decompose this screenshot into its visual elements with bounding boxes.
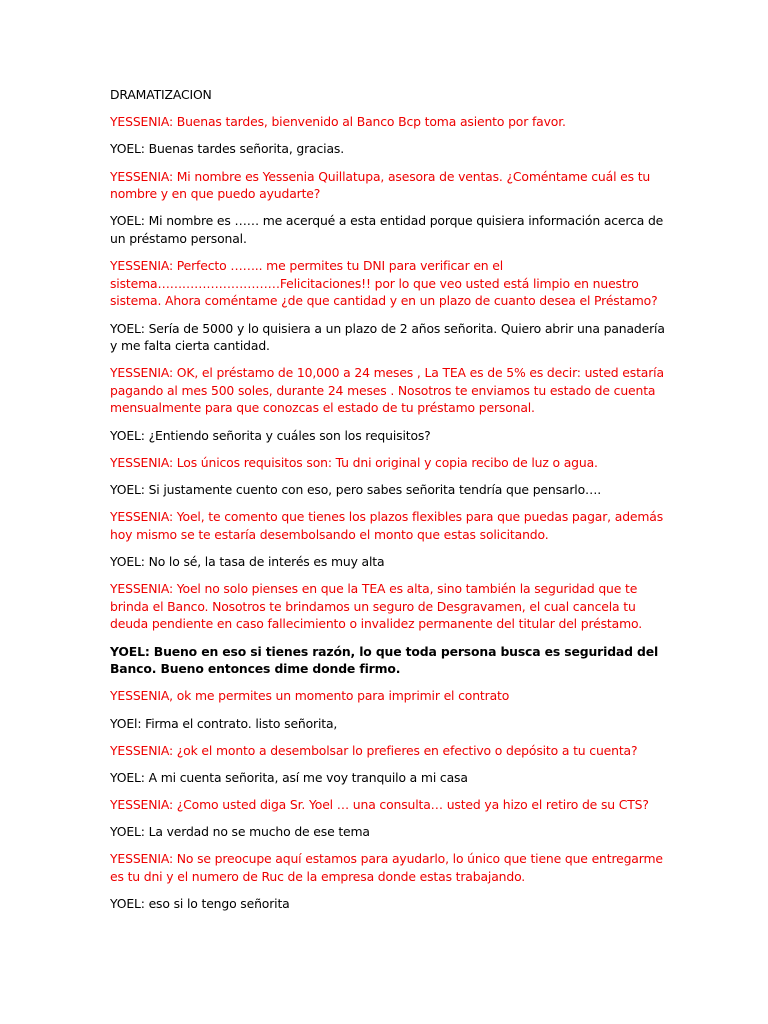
dialogue-line-yoel: YOEL: eso si lo tengo señorita	[110, 896, 290, 912]
dialogue-line-yoel: YOEL: ¿Entiendo señorita y cuáles son los requisitos?	[110, 427, 431, 443]
document-title: DRAMATIZACION	[110, 87, 212, 102]
dialogue-line-yessenia: YESSENIA: Buenas tardes, bienvenido al Banco Bcp toma asiento por favor.	[110, 114, 566, 130]
dialogue-line-yoel: YOEl: Firma el contrato. listo señorita,	[110, 715, 338, 731]
dialogue-line-yoel: YOEL: La verdad no se mucho de ese tema	[110, 824, 370, 840]
dialogue-line-yessenia: YESSENIA: No se preocupe aquí estamos para ayudarlo, lo único que tiene que entregarme es tu dni y el numero de Ruc de la empresa donde estas trabajando.	[110, 851, 663, 885]
dialogue-line-yoel: YOEL: Mi nombre es …… me acerqué a esta entidad porque quisiera información acerca de un préstamo personal.	[110, 213, 664, 246]
dialogue-line-yessenia: YESSENIA: Yoel no solo pienses en que la TEA es alta, sino también la seguridad que te brinda el Banco. Nosotros te brindamos un seguro de Desgravamen, el cual cancela tu deuda pendiente en caso fallecimiento o invalidez permanente del titular del préstamo.	[110, 581, 643, 632]
dialogue-line-yessenia: YESSENIA, ok me permites un momento para imprimir el contrato	[110, 688, 510, 704]
dialogue-line-yoel-bold: YOEL: Bueno en eso si tienes razón, lo que toda persona busca es seguridad del Banco. Bueno entonces dime donde firmo.	[110, 643, 659, 677]
dialogue-line-yoel: YOEL: Buenas tardes señorita, gracias.	[110, 141, 344, 157]
dialogue-line-yessenia: YESSENIA: ¿ok el monto a desembolsar lo prefieres en efectivo o depósito a tu cuenta?	[110, 742, 638, 758]
document-page	[110, 86, 665, 922]
dialogue-line-yessenia: YESSENIA: Mi nombre es Yessenia Quillatupa, asesora de ventas. ¿Coméntame cuál es tu nombre y en que puedo ayudarte?	[110, 168, 651, 202]
dialogue-line-yoel: YOEL: A mi cuenta señorita, así me voy tranquilo a mi casa	[110, 769, 468, 785]
dialogue-line-yessenia: YESSENIA: OK, el préstamo de 10,000 a 24 meses , La TEA es de 5% es decir: usted estaría pagando al mes 500 soles, durante 24 meses . Nosotros te enviamos tu estado de cuenta mensualmente para que conozcas el estado de tu préstamo personal.	[110, 365, 664, 416]
dialogue-line-yessenia: YESSENIA: Los únicos requisitos son: Tu dni original y copia recibo de luz o agua.	[110, 454, 598, 470]
dialogue-line-yoel: YOEL: Sería de 5000 y lo quisiera a un plazo de 2 años señorita. Quiero abrir una panadería y me falta cierta cantidad.	[110, 320, 665, 354]
dialogue-line-yessenia: YESSENIA: Yoel, te comento que tienes los plazos flexibles para que puedas pagar, además hoy mismo se te estaría desembolsando el monto que estas solicitando.	[110, 509, 664, 542]
dialogue-line-yoel: YOEL: No lo sé, la tasa de interés es muy alta	[110, 554, 385, 569]
dialogue-line-yessenia: YESSENIA: Perfecto …….. me permites tu DNI para verificar en el sistema…………………………Felicitaciones!! por lo que veo usted está limpio en nuestro sistema. Ahora coméntame ¿de que cantidad y en un plazo de cuanto desea el Préstamo?	[110, 258, 658, 309]
dialogue-line-yessenia: YESSENIA: ¿Como usted diga Sr. Yoel … una consulta… usted ya hizo el retiro de su CTS?	[110, 797, 649, 813]
dialogue-line-yoel: YOEL: Si justamente cuento con eso, pero sabes señorita tendría que pensarlo….	[110, 482, 602, 498]
